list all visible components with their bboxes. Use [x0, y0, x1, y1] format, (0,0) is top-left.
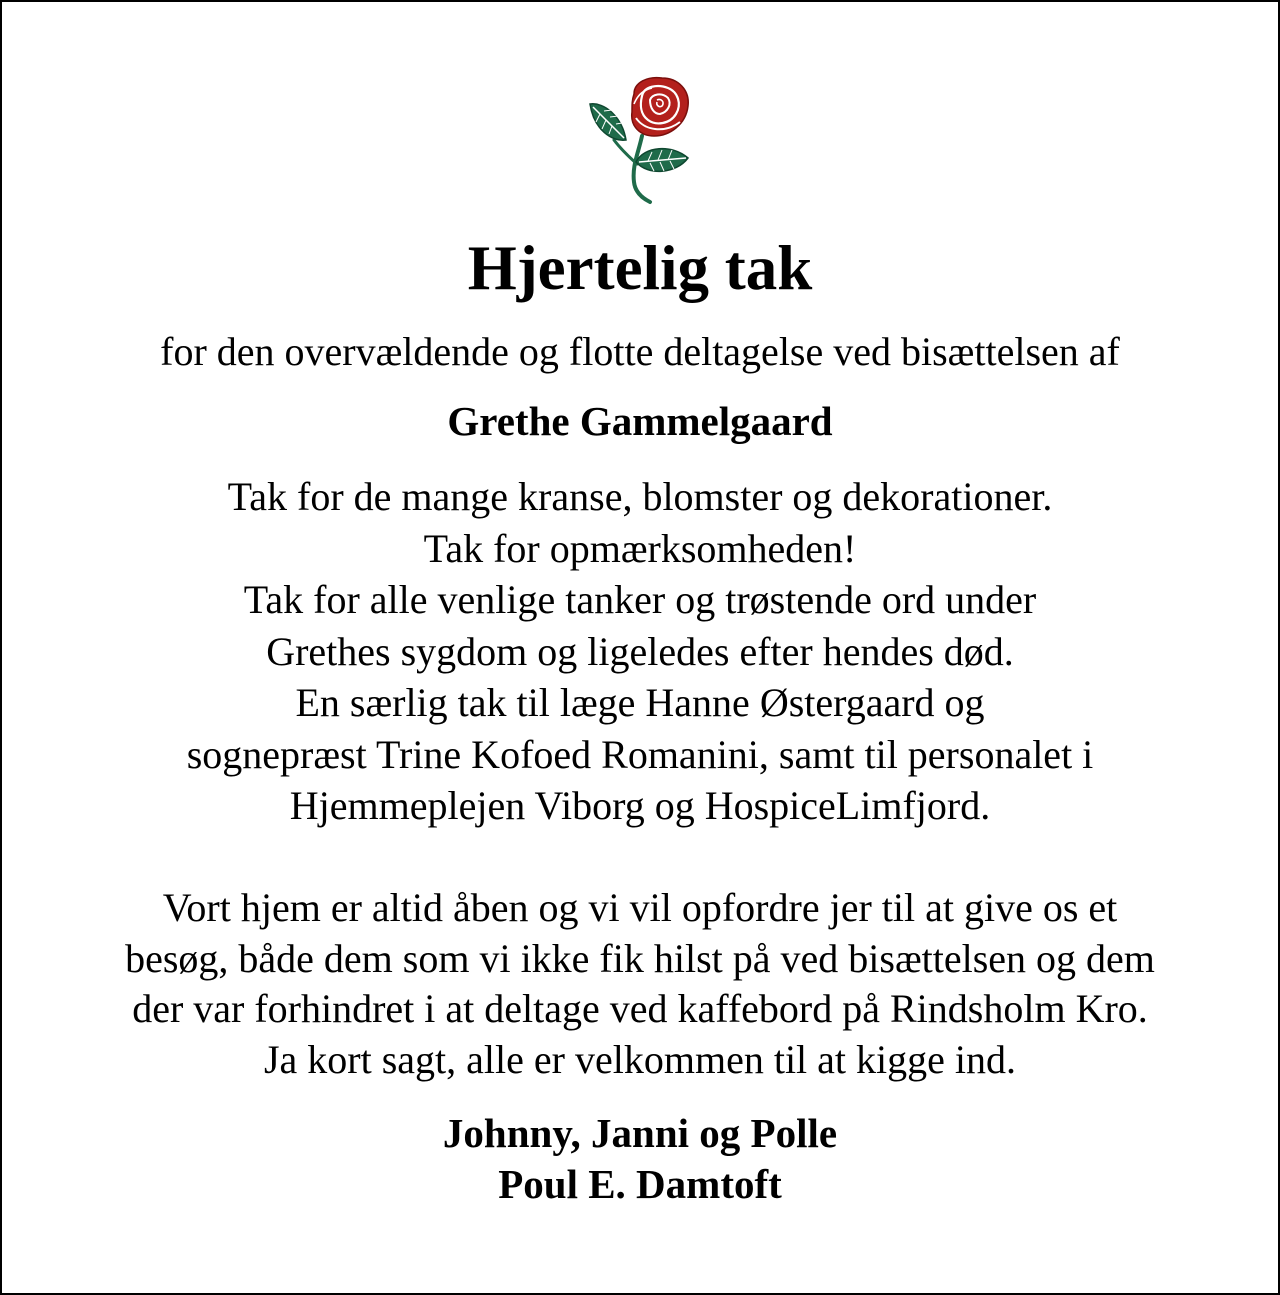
deceased-name: Grethe Gammelgaard	[447, 398, 833, 444]
signature-line: Poul E. Damtoft	[498, 1161, 782, 1207]
text-line: Vort hjem er altid åben og vi vil opfordre jer til at give os et	[162, 885, 1118, 930]
page-title: Hjertelig tak	[467, 233, 813, 303]
text-line: Grethes sygdom og ligeledes efter hendes død.	[266, 628, 1014, 674]
text-line: besøg, både dem som vi ikke fik hilst på ved bisættelsen og dem	[125, 935, 1155, 981]
text-line: der var forhindret i at deltage ved kaffebord på Rindsholm Kro.	[132, 986, 1148, 1031]
text-line: Tak for alle venlige tanker og trøstende ord under	[243, 577, 1037, 622]
signature-block	[2, 1108, 1278, 1210]
text-line: Tak for opmærksomheden!	[423, 525, 857, 571]
invitation-paragraph	[2, 883, 1278, 1085]
text-line: sognepræst Trine Kofoed Romanini, samt til personalet i	[186, 731, 1094, 777]
red-rose-icon	[582, 74, 702, 209]
text-line: Tak for de mange kranse, blomster og dekorationer.	[227, 474, 1053, 519]
text-line: En særlig tak til læge Hanne Østergaard og	[295, 680, 985, 725]
subtitle: for den overvældende og flotte deltagelse ved bisættelsen af	[160, 329, 1120, 374]
signature-line: Johnny, Janni og Polle	[442, 1110, 838, 1156]
thanks-paragraph	[2, 471, 1278, 832]
text-line: Hjemmeplejen Viborg og HospiceLimfjord.	[289, 783, 991, 828]
text-line: Ja kort sagt, alle er velkommen til at kigge ind.	[263, 1036, 1017, 1082]
